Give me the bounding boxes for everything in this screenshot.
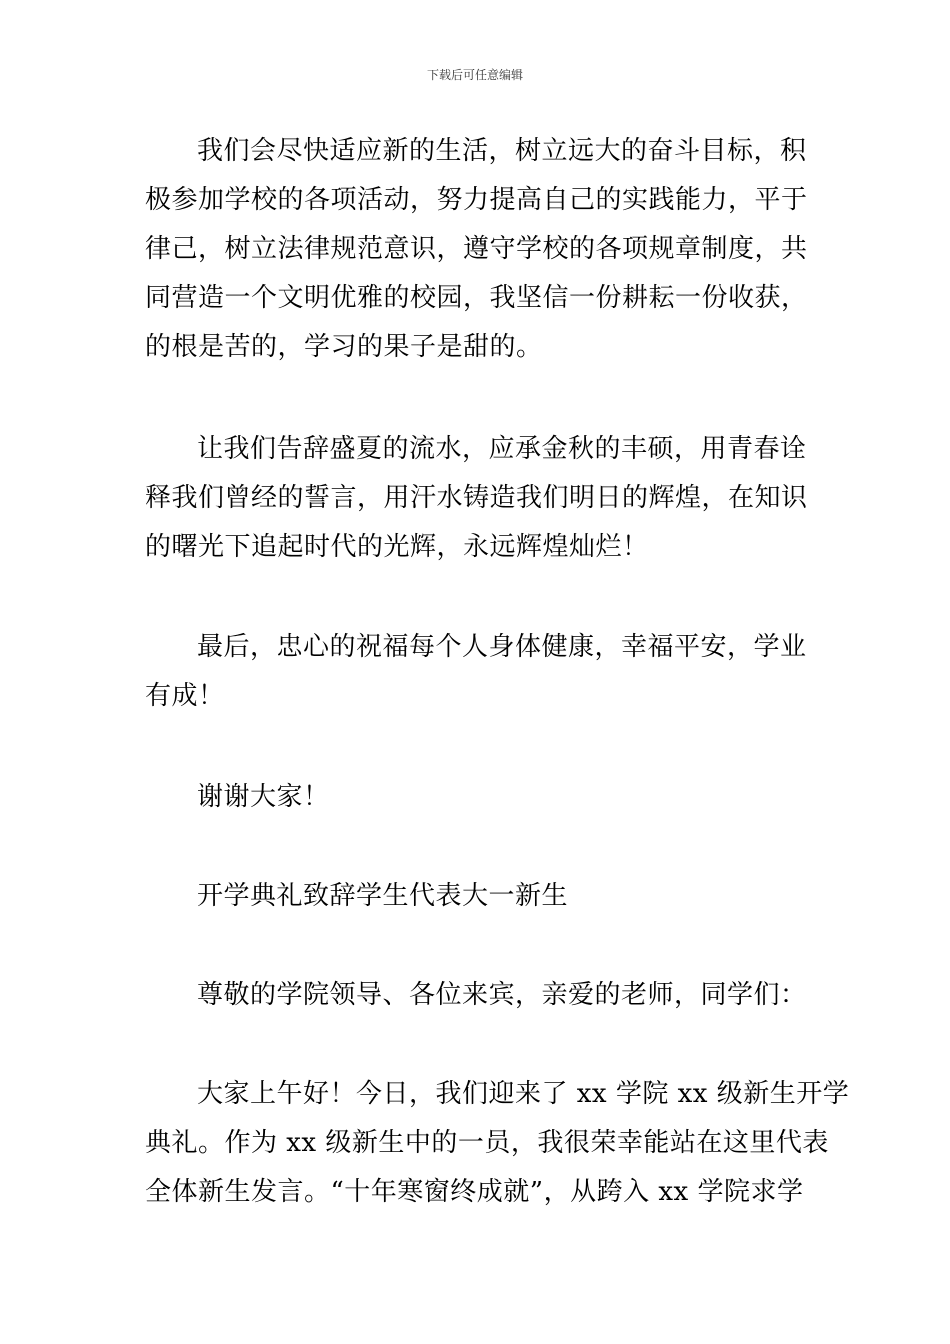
page-header-note: 下载后可任意编辑 <box>426 68 523 82</box>
text-line: 有成！ <box>145 681 225 711</box>
paragraph-greeting <box>145 1070 850 1217</box>
text-line: 的曙光下追起时代的光辉，永远辉煌灿烂！ <box>145 532 649 562</box>
text-line: 谢谢大家！ <box>197 782 330 812</box>
paragraph-salutation <box>145 971 810 1020</box>
text-line: 释我们曾经的誓言，用汗水铸造我们明日的辉煌，在知识 <box>145 483 808 513</box>
text-line: 我们会尽快适应新的生活，树立远大的奋斗目标，积 <box>197 136 807 166</box>
text-line: 大家上午好！今日，我们迎来了 xx 学院 xx 级新生开学 <box>197 1079 850 1109</box>
paragraph-adaptation <box>145 127 810 372</box>
text-line: 典礼。作为 xx 级新生中的一员，我很荣幸能站在这里代表 <box>145 1128 829 1158</box>
text-line: 尊敬的学院领导、各位来宾，亲爱的老师，同学们： <box>197 980 807 1010</box>
paragraph-blessing <box>145 623 810 721</box>
text-line: 最后，忠心的祝福每个人身体健康，幸福平安，学业 <box>197 632 807 662</box>
text-line: 同营造一个文明优雅的校园，我坚信一份耕耘一份收获， <box>145 283 808 313</box>
section-title <box>145 872 810 921</box>
text-line: 让我们告辞盛夏的流水，应承金秋的丰硕，用青春诠 <box>197 434 807 464</box>
text-line: 的根是苦的，学习的果子是甜的。 <box>145 332 543 362</box>
text-line: 律己，树立法律规范意识，遵守学校的各项规章制度，共 <box>145 234 808 264</box>
text-line: 全体新生发言。“十年寒窗终成就”，从跨入 xx 学院求学 <box>145 1177 804 1207</box>
paragraph-thanks <box>145 773 810 822</box>
paragraph-farewell-summer <box>145 425 810 572</box>
text-line: 开学典礼致辞学生代表大一新生 <box>197 881 569 911</box>
text-line: 极参加学校的各项活动，努力提高自己的实践能力，平于 <box>145 185 808 215</box>
